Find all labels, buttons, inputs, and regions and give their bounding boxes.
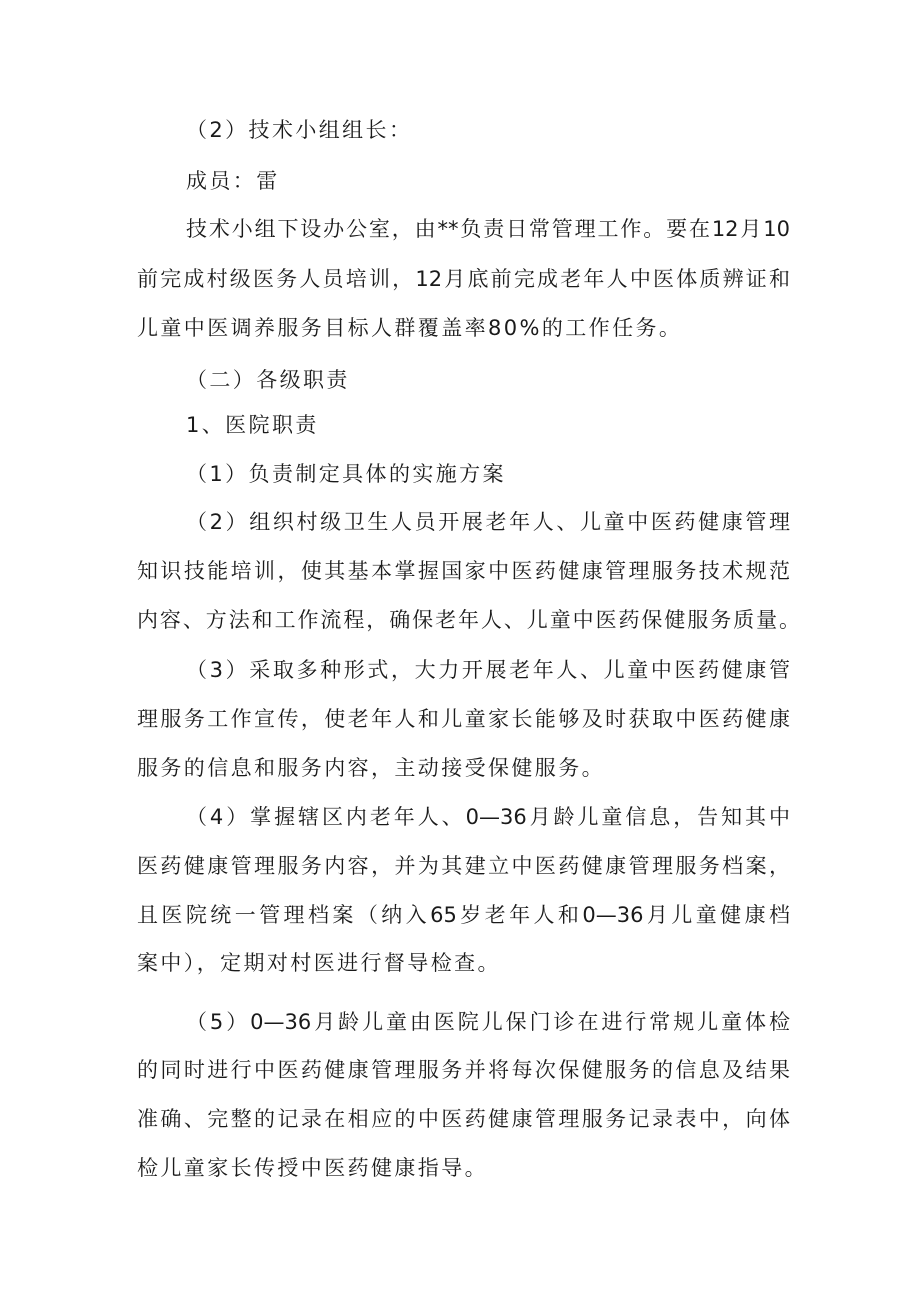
item-4-line-2: 医药健康管理服务内容，并为其建立中医药健康管理服务档案， bbox=[137, 854, 790, 878]
item-5-line-3: 准确、完整的记录在相应的中医药健康管理服务记录表中，向体 bbox=[137, 1107, 790, 1131]
tech-group-leader-line: （2）技术小组组长： bbox=[186, 118, 413, 142]
item-4-line-4: 案中），定期对村医进行督导检查。 bbox=[137, 951, 501, 975]
office-paragraph-line-1: 技术小组下设办公室，由**负责日常管理工作。要在12月10 bbox=[186, 217, 790, 241]
item-2-line-2: 知识技能培训，使其基本掌握国家中医药健康管理服务技术规范 bbox=[137, 559, 790, 583]
section-heading-responsibilities: （二）各级职责 bbox=[186, 368, 350, 392]
item-5-line-4: 检儿童家长传授中医药健康指导。 bbox=[137, 1156, 488, 1180]
item-1-line: （1）负责制定具体的实施方案 bbox=[186, 462, 506, 486]
item-5-line-1: （5）0—36月龄儿童由医院儿保门诊在进行常规儿童体检 bbox=[186, 1010, 790, 1034]
item-3-line-2: 理服务工作宣传，使老年人和儿童家长能够及时获取中医药健康 bbox=[137, 707, 790, 731]
item-2-line-3: 内容、方法和工作流程，确保老年人、儿童中医药保健服务质量。 bbox=[137, 608, 800, 632]
item-5-line-2: 的同时进行中医药健康管理服务并将每次保健服务的信息及结果 bbox=[137, 1058, 790, 1082]
item-4-line-1: （4）掌握辖区内老年人、0—36月龄儿童信息，告知其中 bbox=[186, 805, 790, 829]
item-2-line-1: （2）组织村级卫生人员开展老年人、儿童中医药健康管理 bbox=[186, 510, 790, 534]
office-paragraph-line-2: 前完成村级医务人员培训，12月底前完成老年人中医体质辨证和 bbox=[137, 267, 790, 291]
item-3-line-1: （3）采取多种形式，大力开展老年人、儿童中医药健康管 bbox=[186, 658, 790, 682]
members-line: 成员：雷 bbox=[186, 169, 280, 193]
office-paragraph-line-3: 儿童中医调养服务目标人群覆盖率80%的工作任务。 bbox=[137, 316, 683, 340]
subsection-heading-hospital: 1、医院职责 bbox=[186, 413, 319, 437]
item-3-line-3: 服务的信息和服务内容，主动接受保健服务。 bbox=[137, 756, 605, 780]
item-4-line-3: 且医院统一管理档案（纳入65岁老年人和0—36月儿童健康档 bbox=[137, 903, 790, 927]
